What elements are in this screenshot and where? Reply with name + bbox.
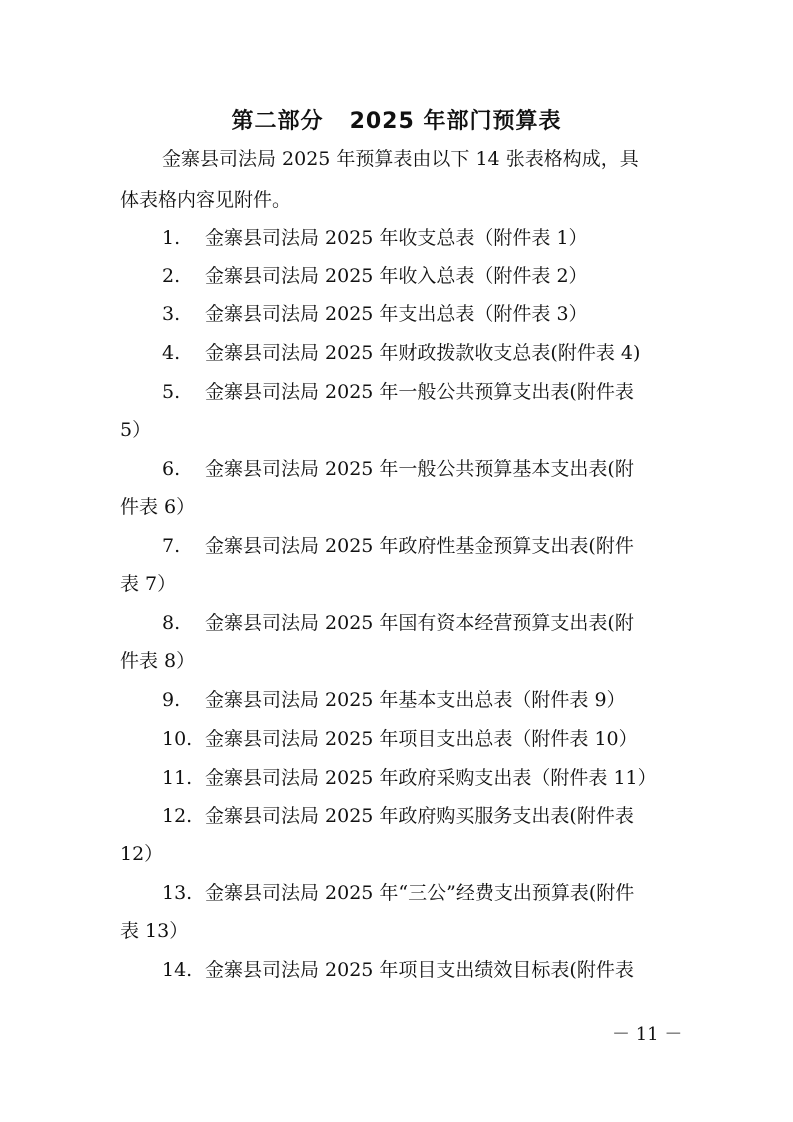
list-item-text: 金寨县司法局 2025 年财政拨款收支总表(附件表 4): [205, 342, 641, 364]
list-item: [162, 767, 657, 789]
list-item-number: 13.: [162, 882, 193, 904]
list-item-text: 金寨县司法局 2025 年政府性基金预算支出表(附件: [205, 535, 634, 557]
list-item-continuation: 件表 8）: [120, 650, 196, 672]
list-item: [162, 728, 638, 750]
list-item-text: 金寨县司法局 2025 年政府购买服务支出表(附件表: [205, 805, 634, 827]
list-item-number: 2.: [162, 265, 181, 287]
list-item-continuation: 表 13）: [120, 920, 189, 942]
list-item: [162, 303, 588, 325]
list-item: [162, 535, 634, 557]
list-item: [162, 689, 626, 711]
list-item-text: 金寨县司法局 2025 年一般公共预算支出表(附件表: [205, 381, 634, 403]
list-item: [162, 612, 634, 634]
list-item-number: 7.: [162, 535, 181, 557]
list-item-number: 3.: [162, 303, 181, 325]
list-item-text: 金寨县司法局 2025 年收入总表（附件表 2）: [205, 265, 588, 287]
section-title: [0, 104, 793, 135]
list-item: [162, 381, 634, 403]
list-item-text: 金寨县司法局 2025 年支出总表（附件表 3）: [205, 303, 588, 325]
list-item-number: 8.: [162, 612, 181, 634]
list-item-text: 金寨县司法局 2025 年一般公共预算基本支出表(附: [205, 458, 634, 480]
list-item-continuation: 件表 6）: [120, 496, 196, 518]
list-item-number: 14.: [162, 959, 193, 981]
list-item-continuation: 表 7）: [120, 573, 177, 595]
list-item-text: 金寨县司法局 2025 年基本支出总表（附件表 9）: [205, 689, 626, 711]
intro-line-1: 金寨县司法局 2025 年预算表由以下 14 张表格构成，具: [162, 148, 639, 170]
list-item-number: 11.: [162, 767, 193, 789]
list-item-text: 金寨县司法局 2025 年政府采购支出表（附件表 11）: [205, 767, 657, 789]
list-item-number: 10.: [162, 728, 193, 750]
list-item-number: 12.: [162, 805, 193, 827]
list-item-number: 9.: [162, 689, 181, 711]
section-title-name: 2025 年部门预算表: [349, 109, 562, 134]
list-item-text: 金寨县司法局 2025 年项目支出绩效目标表(附件表: [205, 959, 634, 981]
list-item-number: 6.: [162, 458, 181, 480]
list-item-continuation: 5）: [120, 419, 152, 441]
list-item-text: 金寨县司法局 2025 年项目支出总表（附件表 10）: [205, 728, 638, 750]
list-item-text: 金寨县司法局 2025 年收支总表（附件表 1）: [205, 227, 588, 249]
list-item-number: 1.: [162, 227, 181, 249]
list-item: [162, 882, 634, 904]
section-title-part: 第二部分: [231, 109, 324, 134]
list-item-text: 金寨县司法局 2025 年国有资本经营预算支出表(附: [205, 612, 634, 634]
list-item: [162, 227, 588, 249]
list-item-continuation: 12）: [120, 843, 164, 865]
page-number: － 11 －: [612, 1024, 683, 1045]
list-item-number: 5.: [162, 381, 181, 403]
list-item: [162, 265, 588, 287]
list-item-text: 金寨县司法局 2025 年“三公”经费支出预算表(附件: [205, 882, 635, 904]
intro-line-2: 体表格内容见附件。: [120, 189, 292, 211]
list-item-number: 4.: [162, 342, 181, 364]
list-item: [162, 458, 634, 480]
list-item: [162, 959, 634, 981]
list-item: [162, 805, 634, 827]
list-item: [162, 342, 640, 364]
